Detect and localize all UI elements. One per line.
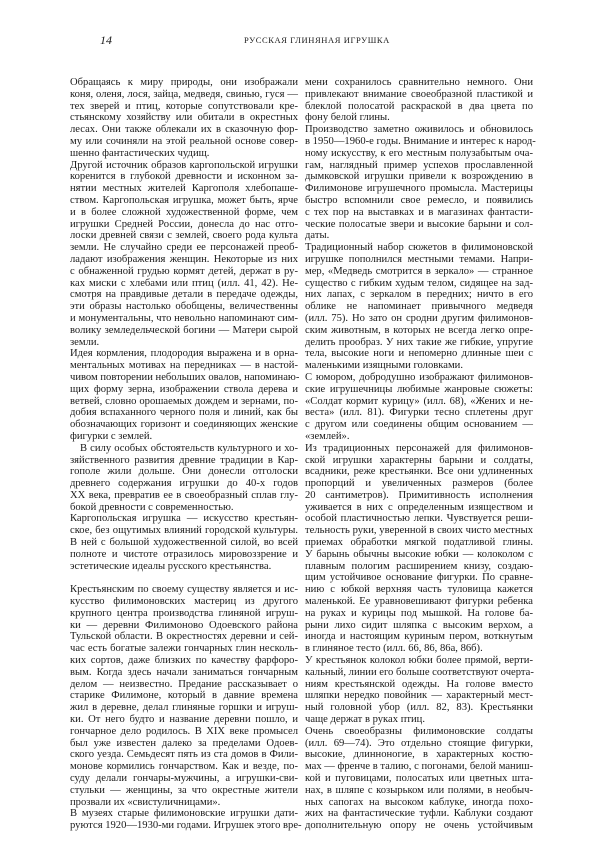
paragraph [305,124,536,242]
right-text-column [305,77,536,832]
text-line: ским животным, в которых не всегда легко опре- [305,324,533,336]
text-line: ские игрушечницы любимые жанровые сюжеты: [305,383,533,395]
text-line: лоски древней связи с землей, своего рода культа [70,230,298,242]
paragraph [70,77,298,160]
text-line: Крестьянским по своему существу является и ис- [70,584,298,596]
text-line: шенно фантастических чудищ. [70,147,210,159]
text-line: и монументальны, что невольно напоминают сим- [70,312,298,324]
text-line: них лапах, с зеркалом в передних; ничто в его [305,289,533,301]
text-line: эти образы настолько обобщены, величественны [70,301,298,313]
paragraph [70,348,298,442]
text-line: ниям крестьянской одежды. На голове вместо [305,678,533,690]
text-line: Традиционный набор сюжетов в филимоновской [305,242,533,254]
text-line: ному искусству, к его местным полузабытым оча- [305,147,533,159]
text-line: зяйственного развития древние традиции в Кар- [70,454,298,466]
text-line: гополе жили дольше. Они донесли отголоски [70,466,298,478]
text-line: ментальных мотивах на передниках — в настой- [70,360,298,372]
text-line: облике не напоминает привычного медведя [305,301,533,313]
text-line: «Солдат кормит курицу» (илл. 68), «Жених и не- [305,395,533,407]
paragraph [70,584,298,808]
text-line: ством. Каргопольская игрушка, может быть, ярче [70,194,298,206]
text-line: ный головной убор (илл. 82, 83). Крестьянки [305,702,533,714]
text-line: 20 сантиметров). Примитивность исполнения [305,489,533,501]
text-line: У крестьянок колокол юбки более прямой, верти- [305,655,533,667]
text-line: земли. [70,336,100,348]
text-line: волику земледельческой богини — Матери сырой [70,324,298,336]
text-line: ках миски с хлебами или птиц (илл. 41, 42). Не- [70,277,298,289]
text-line: вым. Когда здесь начали заниматься гончарным [70,666,298,678]
text-line: земли. Не случайно среди ее персонажей преоб- [70,242,298,254]
paragraph [70,160,298,349]
paragraph [70,808,302,832]
text-line: стульки — женщины, за что окрестные жители [70,784,298,796]
text-line: коренится в глубокой древности и исконном за- [70,171,298,183]
text-line: У барынь обычны высокие юбки — колоколом с [305,548,533,560]
text-line: с обнаженной грудью кормят детей, держат в ру- [70,265,298,277]
text-line: тельность руки, уверенной в своих чисто местных [305,525,533,537]
text-line: Обращаясь к миру природы, они изображали [70,77,298,88]
text-line: в глиняное тесто (илл. 66, 86, 86а, 86б). [305,643,483,655]
text-line: особой пластичностью лепки. Чувствуется реши- [305,513,533,525]
text-line: нию с юбкой верхняя часть туловища кажется [305,584,533,596]
text-line: в 1950—1960-е годы. Внимание и интерес к народ- [305,135,536,147]
page-number: 14 [100,33,112,47]
text-line: дымковской игрушки привели к возрождению в [305,171,533,183]
paragraph [70,513,298,572]
text-line: существо с гибким худым телом, сидящее на зад- [305,277,533,289]
text-line: мени сохранилось сравнительно немного. Они [305,77,533,88]
text-line: чаще держат в руках птиц. [305,714,425,726]
text-line: мер, «Медведь смотрится в зеркало» — странное [305,265,533,277]
text-line: прозвали их «свистуличницами». [70,796,221,808]
text-line: час есть богатые залежи гончарных глин несколь- [70,643,298,655]
text-line: игрушки Средней России, донесла до нас отго- [70,218,298,230]
text-line: жил в деревне, делал глиняные горшки и игруш- [70,702,298,714]
text-line: В музеях старые филимоновские игрушки дати- [70,808,298,820]
text-line: рыни лихо сидит шляпка с высоким верхом, а [305,619,533,631]
text-line: добия вспаханного черного поля и линий, как бы [70,407,298,419]
text-line: блеклой полосатой раскраской в два цвета по [305,100,533,112]
text-line: ки — деревни Филимоново Одоевского района [70,619,298,631]
text-line: ского уезда. Семьдесят пять из ста домов в Фили- [70,749,298,761]
text-line: с другом или соединены общим основанием — [305,419,533,431]
text-line: ких сортов, даже близких по качеству фарфоро- [70,655,298,667]
text-line: ки. От него будто и название деревни пошло, и [70,714,298,726]
text-line: Каргопольская игрушка — искусство крестьян- [70,513,298,525]
paragraph [305,242,533,372]
text-line: Филимонове игрушечного промысла. Мастерицы [305,183,533,195]
text-line: бокой древности с современностью. [70,501,234,513]
text-line: эстетические идеалы русского крестьянства. [70,560,272,572]
text-line: тела, высокие ноги и непомерно длинные шеи с [305,348,533,360]
text-line: Другой источник образов каргопольской игрушки [70,159,298,171]
text-line: делом — неизвестно. Предание рассказывает о [70,678,298,690]
text-line: ской игрушки характерны барыни и солдаты, [305,454,533,466]
text-line: ных сапогах на высоком каблуке, иногда похо- [305,796,533,808]
paragraph [305,77,533,124]
text-line: дополнительную опору не очень устойчивым [305,820,533,832]
text-line: уживается в них с определенным изяществом и [305,501,533,513]
text-line: делить прообраз. У них такие же гибкие, упругие [305,336,533,348]
text-line: стьянскому хозяйству или обитали в окрестных [70,112,298,124]
text-line: ское, без ощутимых влияний городской культуры. [70,525,298,537]
text-line: ладают изображения женщин. Некоторые из них [70,253,298,265]
text-line: крупного центра производства глиняной игруш- [70,607,298,619]
text-line: даты. [305,230,330,242]
text-line: фигурки с землей. [70,430,153,442]
text-line: древнего содержания игрушки до 40-х годов [70,478,298,490]
text-line: нятии местных жителей Каргополя хлебопаше- [70,183,298,195]
text-line: всадники, реже крестьянки. Все они удлиненных [305,466,533,478]
text-line: маленькой. Ее уравновешивают фигурки ребенка [305,596,533,608]
text-line: Производство заметно оживилось и обновилось [305,124,533,136]
text-line: был уже известен далеко за пределами Одоев- [70,737,298,749]
text-line: В ней с большой художественной силой, во всей [70,537,298,549]
text-line: быстро вспомнили свое ремесло, и появились [305,194,533,206]
paragraph [305,655,533,726]
text-line: привлекают внимание своеобразной пластикой и [305,88,533,100]
text-line: высокие, длинноногие, в характерных костю- [305,749,533,761]
text-line: обозначающих горизонт и соединяющих женские [70,419,298,431]
text-line: ческие полосатые звери и высокие барыни и сол- [305,218,533,230]
text-line: иногда и настоящим куриным пером, воткнутым [305,631,533,643]
text-line: В силу особых обстоятельств культурного и хо- [80,442,298,454]
text-line: плавным пологим расширением книзу, создаю- [305,560,533,572]
running-title: РУССКАЯ ГЛИНЯНАЯ ИГРУШКА [244,35,390,45]
text-line: с тех пор на выставках и в магазинах фантасти- [305,206,533,218]
text-line: полноте и чистоте отразилось мировоззрение и [70,548,298,560]
paragraph [305,726,533,832]
text-line: Идея кормления, плодородия выражена и в орна- [70,348,298,360]
text-line: смотря на правдивые детали в передаче одежды, [70,289,298,301]
text-line: Тульской области. В окрестностях деревни и сей- [70,631,298,643]
text-line: коня, оленя, лося, зайца, медведя, свинью, гуся — [70,88,298,100]
text-line: кусство филимоновских мастериц из другого [70,596,298,608]
text-line: чивом повторении небольших овалов, напоминаю- [70,371,300,383]
text-line: на руках и курицы под мышкой. На голове ба- [305,607,533,619]
text-line: тех зверей и птиц, которые сопутствовали кре- [70,100,298,112]
text-line: щим устойчивое основание фигурки. По сравне- [305,572,533,584]
text-line: ветвей, словно орошаемых дождем и зернами, по- [70,395,298,407]
text-line: пропорций и увеличенных размеров (более [305,478,533,490]
text-line: XX века, превратив ее в своеобразный сплав глу- [70,489,298,501]
text-line: гам, наглядный пример успехов прославленной [305,159,533,171]
text-line: мах — френче в талию, с погонами, белой маниш- [305,761,534,773]
left-text-column [70,77,302,832]
text-line: С юмором, добродушно изображают филимонов- [305,371,533,383]
text-line: Очень своеобразны филимоновские солдаты [305,725,533,737]
text-line: щих форму зерна, изображении ствола дерева и [70,383,298,395]
text-line: кой и пуговицами, полосатых или цветных шта- [305,773,533,785]
text-line: старике Филимоне, который в давние времена [70,690,298,702]
text-line: и в более сложной художественной форме, чем [70,206,298,218]
paragraph [70,443,298,514]
paragraph [305,443,533,655]
text-line: игрушке пополнился местными темами. Напри- [305,253,533,265]
text-line: кальный, линии его больше соответствуют очерта- [305,666,534,678]
text-line: Из традиционных персонажей для филимонов- [305,442,533,454]
text-line: (илл. 69—74). Это отдельно стоящие фигурки, [305,737,533,749]
text-line: жих на фантастические туфли. Каблуки создают [305,808,533,820]
text-line: нах, в шляпе с козырьком или полями, в необыч- [305,784,533,796]
text-line: руются 1920—1930-ми годами. Игрушек этого вре- [70,820,302,832]
text-line: му или сочиняли на этой реальной основе совер- [70,135,298,147]
text-line: гончарное дело родилось. В XIX веке промысел [70,725,298,737]
text-line: лесах. Они также облекали их в сказочную фор- [70,124,298,136]
text-line: монове кормились гончарством. Как и везде, по- [70,761,298,773]
text-line: веста» (илл. 81). Фигурки тесно сплетены друг [305,407,533,419]
text-line: маленькими изящными головками. [305,360,463,372]
text-line: приемах обработки мягкой податливой глины. [305,537,533,549]
text-line: фону белой глины. [305,112,390,124]
text-line: суду делали гончары-мужчины, а игрушки-сви- [70,773,298,785]
text-line: шляпки нередко повойник — характерный мест- [305,690,533,702]
paragraph [305,372,533,443]
text-line: (илл. 75). Но зато он сродни другим филимонов- [305,312,533,324]
text-line: «землей». [305,430,350,442]
